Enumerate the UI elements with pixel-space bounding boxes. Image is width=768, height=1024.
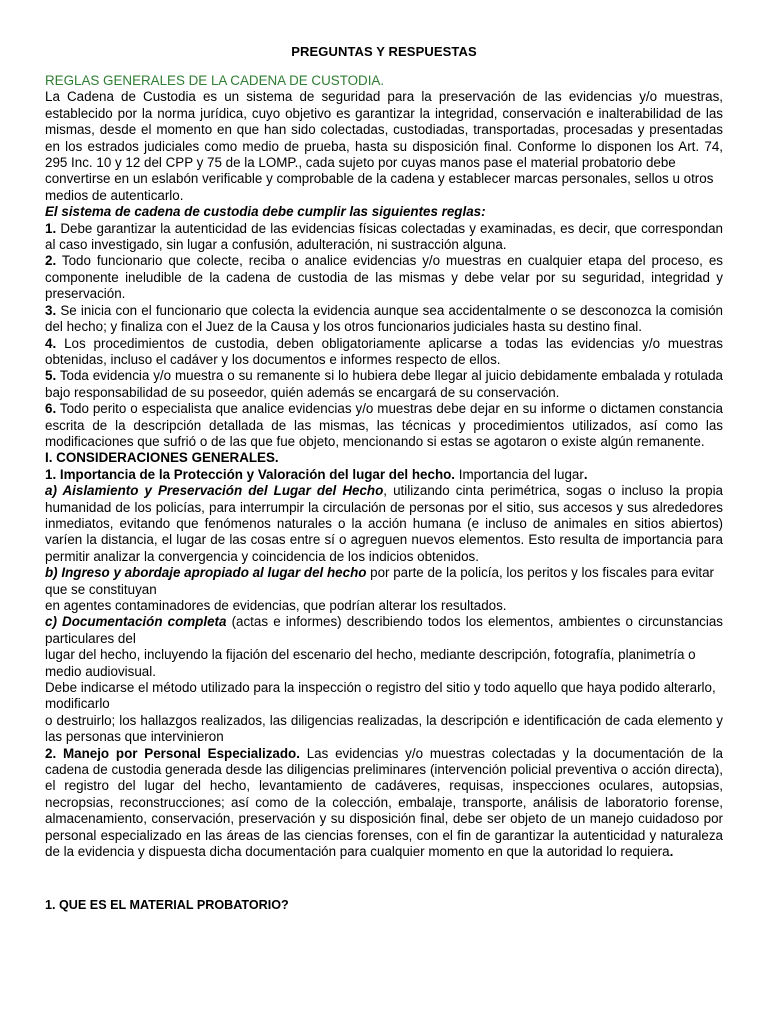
rule-1 [45, 221, 723, 254]
rule-text: Todo funcionario que colecte, reciba o analice evidencias y/o muestras en cualquier etapa del proceso, es componente ineludible de la cadena de custodia de las mismas y debe velar por su seguridad, integridad y preservación. [45, 253, 723, 302]
item-c-method: Debe indicarse el método utilizado para la inspección o registro del sitio y todo aquello que haya podido alterarlo, modificarlo [45, 680, 716, 712]
intro-paragraph: La Cadena de Custodia es un sistema de seguridad para la preservación de las evidencias y/o muestras, establecido por la norma jurídica, cuyo objetivo es garantizar la integridad, conservación e inalterabilidad de las mismas, desde el momento en que han sido colectadas, custodiadas, transportadas, procesadas y presentadas en los estrados judiciales como medio de prueba, hasta su disposición final. Conforme lo disponen los Art. 74, 295 Inc. 10 y 12 del CPP y 75 de la LOMP., cada sujeto por cuyas manos pase el material probatorio debe [45, 89, 723, 171]
rule-number: 3. [45, 302, 57, 318]
item-a-text: , utilizando cinta perimétrica, sogas o incluso la propia humanidad de los policías, para interrumpir la circulación de personas por el sitio, sus accesos y sus alrededores inmediatos, evitando que fenómenos naturales o la acción humana (e incluso de animales en sitios abiertos) varíen la distancia, el lugar de las cosas entre sí o agreguen nuevos elementos. Esto resulta de importancia para permitir analizar la convergencia y coincidencia de los indicios obtenidos. [45, 483, 723, 564]
rule-text: Toda evidencia y/o muestra o su remanente si lo hubiera debe llegar al juicio debidamente embalada y rotulada bajo responsabilidad de su poseedor, quién además se encargará de su conservación. [45, 368, 723, 400]
rule-number: 6. [45, 401, 57, 417]
rule-number: 2. [45, 253, 57, 269]
rule-text: Los procedimientos de custodia, deben obligatoriamente aplicarse a todas las evidencias y/o muestras obtenidas, incluso el cadáver y los documentos e informes respecto de ellos. [45, 335, 723, 367]
rule-5 [45, 368, 723, 401]
rule-text: Todo perito o especialista que analice evidencias y/o muestras debe dejar en su informe o dictamen constancia escrita de la descripción detallada de las mismas, las técnicas y procedimientos utilizados, así como las modificaciones que sufrió o de las que fue objeto, mencionando si estas se agotaron o existe algún remanente. [45, 401, 723, 449]
item-a [45, 483, 723, 565]
item-c [45, 614, 723, 647]
rule-number: 5. [45, 368, 57, 384]
rule-2 [45, 253, 723, 302]
item-b-text: por parte de la policía, los peritos y los fiscales para evitar que se constituyan [45, 565, 715, 597]
item-c-continued: lugar del hecho, incluyendo la fijación del escenario del hecho, mediante descripción, fotografía, planimetría o medio audiovisual. [45, 647, 696, 679]
item-c-text: (actas e informes) describiendo todos los elementos, ambientes o circunstancias particulares del [45, 614, 723, 646]
item-b [45, 565, 723, 598]
intro-paragraph-continued: convertirse en un eslabón verificable y comprobable de la cadena y establecer marcas personales, sellos u otros medios de autenticarlo. [45, 171, 714, 203]
item-1 [45, 467, 723, 483]
item-1-text: Importancia del lugar [455, 466, 584, 482]
rule-number: 1. [45, 220, 57, 236]
rules-heading: El sistema de cadena de custodia debe cumplir las siguientes reglas: [45, 204, 486, 220]
item-b-continued: en agentes contaminadores de evidencias, que podrían alterar los resultados. [45, 598, 507, 613]
rule-text: Se inicia con el funcionario que colecta la evidencia aunque sea accidentalmente o se desconozca la comisión del hecho; y finaliza con el Juez de la Causa y los otros funcionarios judiciales hasta su destino final. [45, 302, 723, 335]
document-title: PREGUNTAS Y RESPUESTAS [291, 44, 477, 59]
question-heading: 1. QUE ES EL MATERIAL PROBATORIO? [45, 897, 289, 912]
rule-4 [45, 336, 723, 369]
considerations-heading: I. CONSIDERACIONES GENERALES. [45, 450, 279, 466]
item-1-title: 1. Importancia de la Protección y Valoración del lugar del hecho. [45, 466, 456, 482]
item-2-text: Las evidencias y/o muestras colectadas y la documentación de la cadena de custodia generada desde las diligencias preliminares (intervención policial preventiva o acción directa), el registro del lugar del hecho, levantamiento de cadáveres, requisas, inspecciones oculares, autopsias, necropsias, reconstrucciones; así como de la colección, embalaje, transporte, análisis de laboratorio forense, almacenamiento, conservación, preservación y su disposición final, debe ser objeto de un manejo cuidadoso por personal especializado en las áreas de las ciencias forenses, con el fin de garantizar la autenticidad y naturaleza de la evidencia y dispuesta dicha documentación para cualquier momento en que la autoridad lo requiera [45, 745, 723, 860]
rule-text: Debe garantizar la autenticidad de las evidencias físicas colectadas y examinadas, es decir, que correspondan al caso investigado, sin lugar a confusión, adulteración, ni sustracción alguna. [45, 220, 723, 253]
rule-6 [45, 401, 723, 450]
item-c-findings: o destruirlo; los hallazgos realizados, las diligencias realizadas, la descripción e identificación de cada elemento y las personas que intervinieron [45, 712, 723, 745]
item-2 [45, 746, 723, 861]
item-b-title: b) Ingreso y abordaje apropiado al lugar del hecho [45, 565, 367, 581]
rule-number: 4. [45, 335, 57, 351]
item-2-title: 2. Manejo por Personal Especializado. [45, 745, 300, 761]
item-1-period: . [583, 466, 588, 482]
item-2-period: . [669, 844, 674, 860]
item-a-title: a) Aislamiento y Preservación del Lugar del Hecho [45, 483, 384, 499]
section-heading: REGLAS GENERALES DE LA CADENA DE CUSTODIA. [45, 73, 385, 88]
rule-3 [45, 303, 723, 336]
item-c-title: c) Documentación completa [45, 614, 227, 630]
